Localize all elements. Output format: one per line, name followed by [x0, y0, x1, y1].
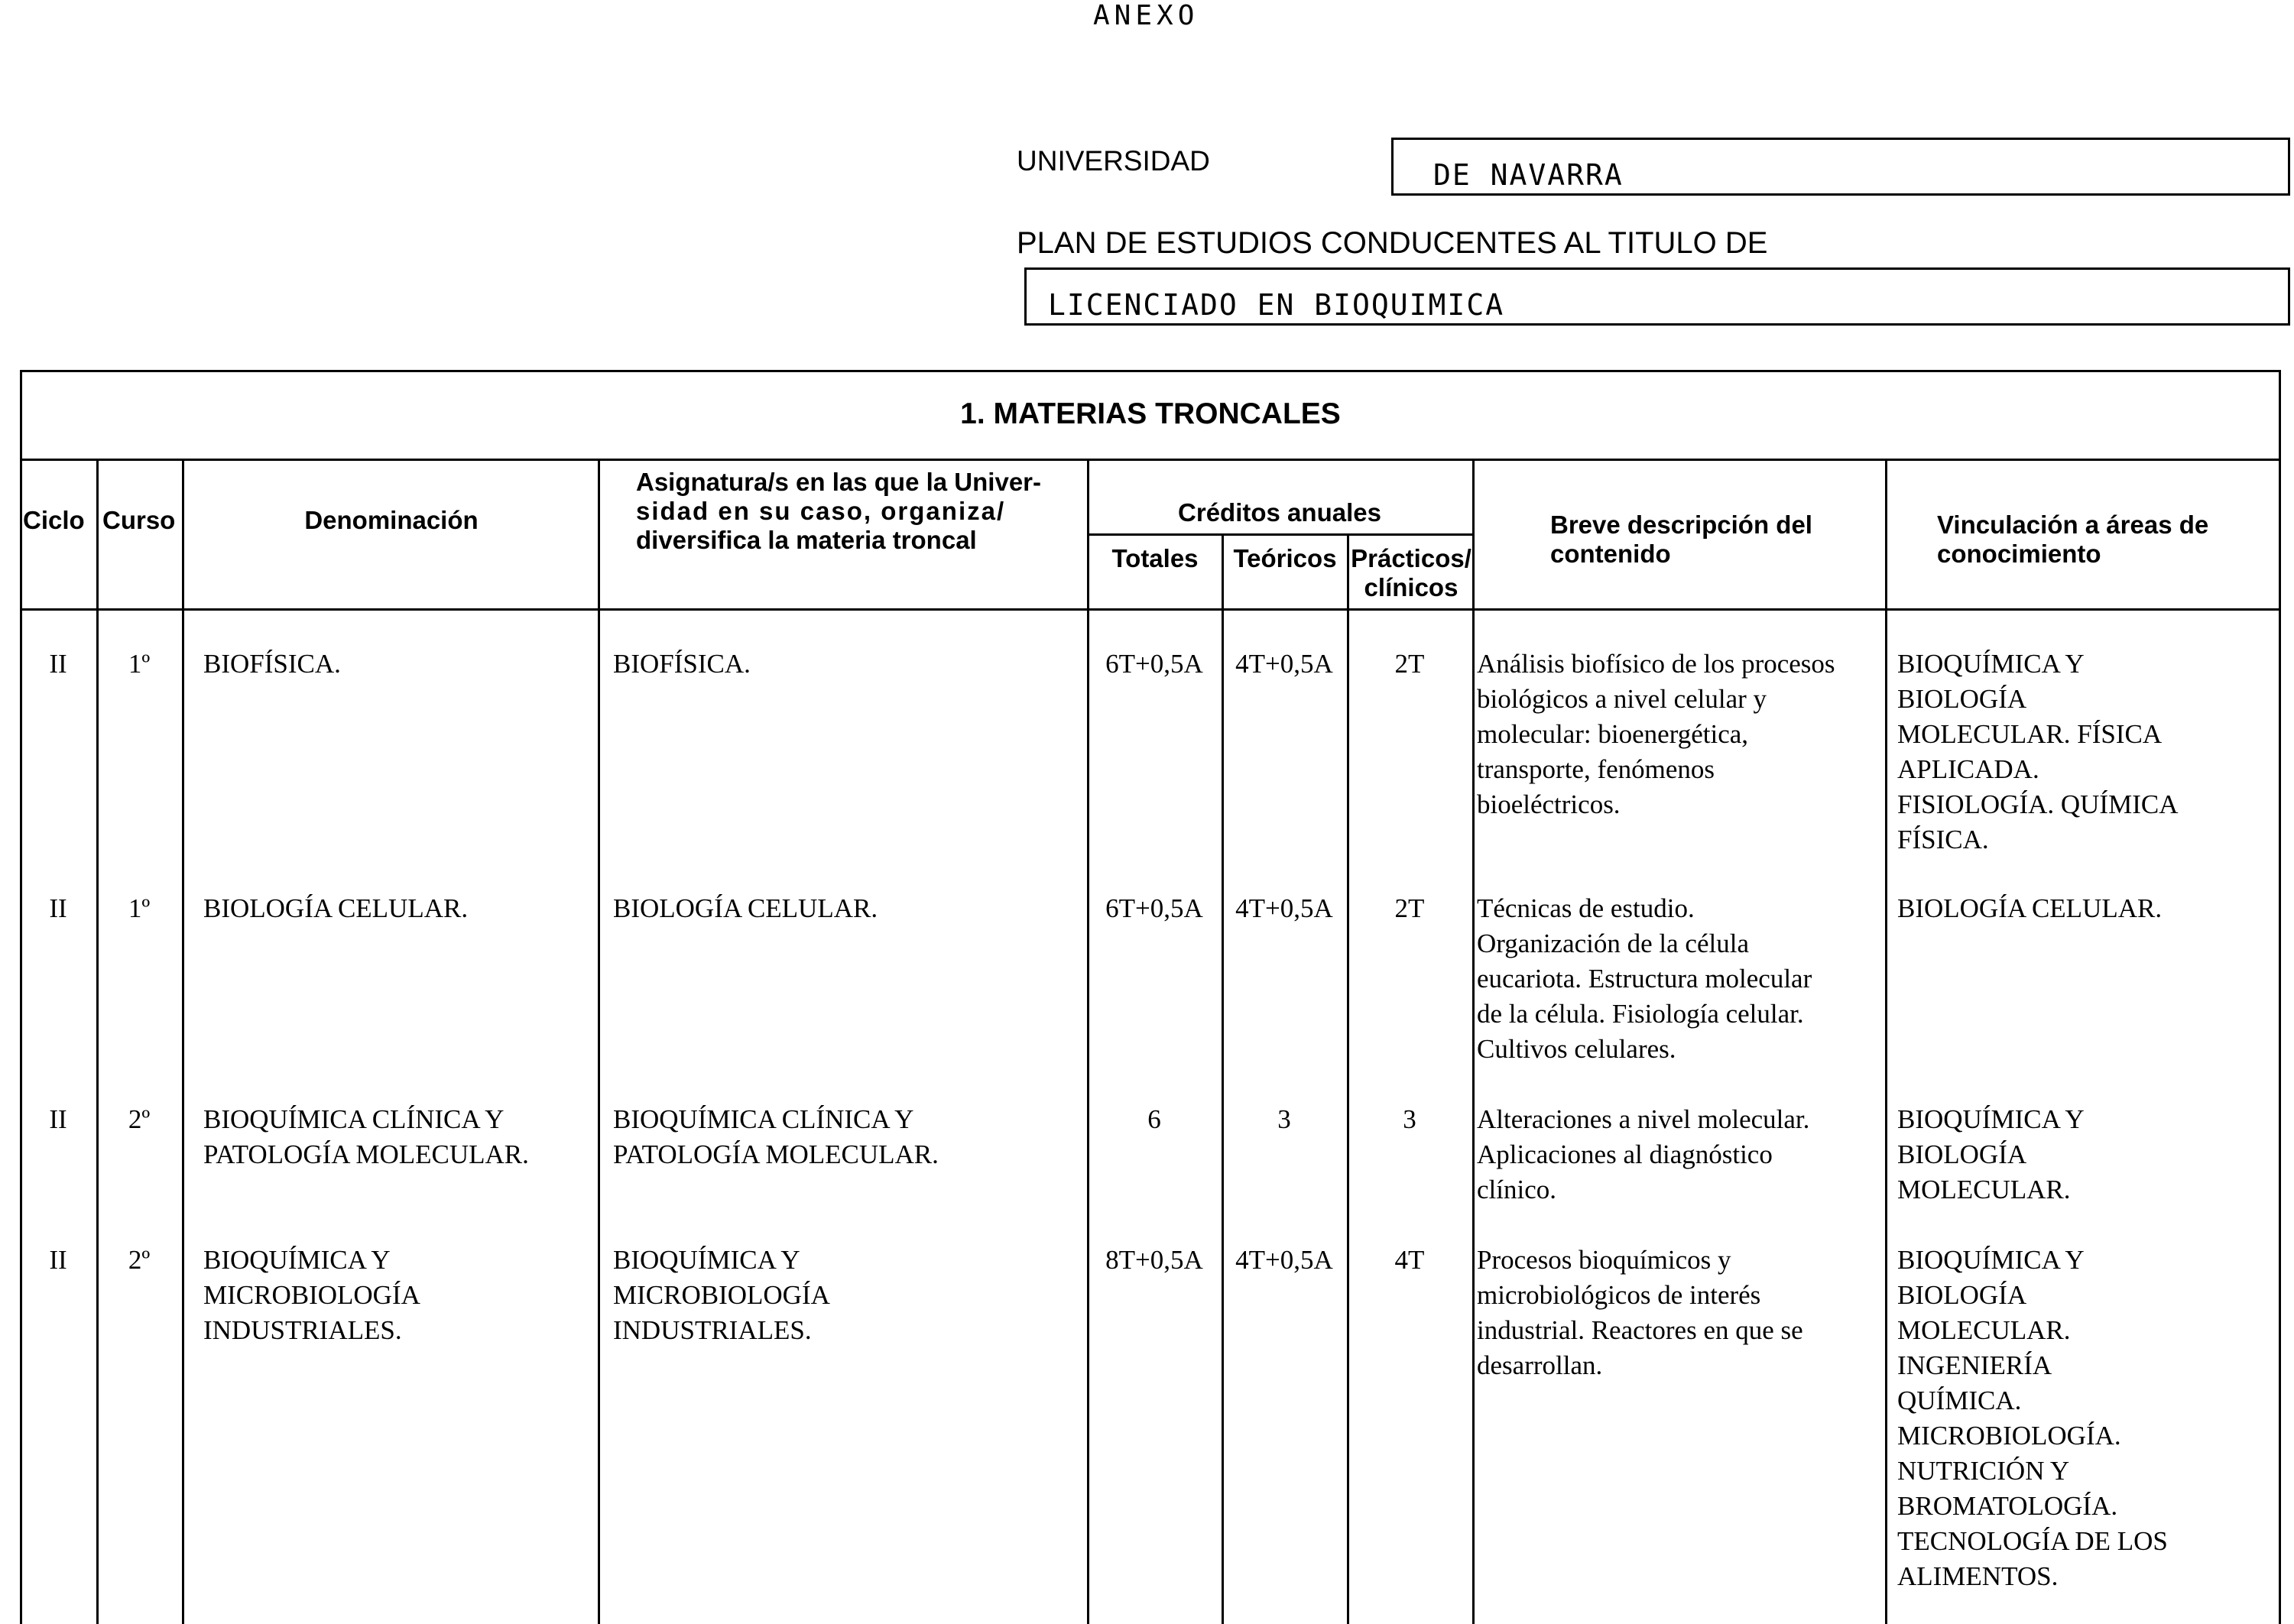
- cell-vinculacion: [1897, 1243, 2168, 1594]
- study-plan-label: PLAN DE ESTUDIOS CONDUCENTES AL TITULO DE: [1017, 226, 1768, 260]
- cell-denominacion: [203, 1102, 529, 1172]
- cell-asignatura: BIOFÍSICA.: [613, 649, 751, 679]
- text-line: Aplicaciones al diagnóstico: [1477, 1139, 1773, 1169]
- text-line: FÍSICA.: [1897, 825, 1989, 854]
- text-line: Organización de la célula: [1477, 929, 1749, 958]
- cell-denominacion: BIOFÍSICA.: [203, 649, 341, 679]
- text-line: ALIMENTOS.: [1897, 1561, 2059, 1591]
- text-line: MICROBIOLOGÍA.: [1897, 1421, 2121, 1451]
- header-asignaturas-line-3: diversifica la materia troncal: [636, 526, 977, 554]
- text-line: BIOLOGÍA: [1897, 1280, 2027, 1310]
- cell-totales: 6T+0,5A: [1105, 649, 1203, 679]
- header-practicos-line-1: Prácticos/: [1351, 544, 1471, 572]
- text-line: microbiológicos de interés: [1477, 1280, 1761, 1310]
- text-line: PATOLOGÍA MOLECULAR.: [203, 1139, 529, 1169]
- cell-totales: 6T+0,5A: [1105, 893, 1203, 923]
- cell-teoricos: 4T+0,5A: [1235, 893, 1333, 923]
- col-line-5: [1222, 533, 1224, 1624]
- header-vinculacion-line-2: conocimiento: [1937, 540, 2101, 568]
- header-asignaturas-line-1: Asignatura/s en las que la Univer-: [636, 468, 1041, 496]
- text-line: BIOQUÍMICA CLÍNICA Y: [613, 1104, 914, 1134]
- text-line: QUÍMICA.: [1897, 1386, 2022, 1415]
- cell-denominacion: BIOLOGÍA CELULAR.: [203, 893, 469, 923]
- text-line: MOLECULAR.: [1897, 1175, 2071, 1204]
- text-line: Análisis biofísico de los procesos: [1477, 649, 1835, 679]
- text-line: desarrollan.: [1477, 1350, 1603, 1380]
- cell-practicos: 2T: [1394, 649, 1425, 679]
- header-descripcion-line-1: Breve descripción del: [1550, 511, 1812, 539]
- text-line: bioeléctricos.: [1477, 789, 1621, 819]
- degree-title-field: LICENCIADO EN BIOQUIMICA: [1024, 267, 2290, 326]
- text-line: de la célula. Fisiología celular.: [1477, 999, 1804, 1029]
- text-line: Cultivos celulares.: [1477, 1034, 1676, 1064]
- col-line-1: [96, 459, 99, 1624]
- cell-teoricos: 3: [1277, 1104, 1291, 1134]
- text-line: Técnicas de estudio.: [1477, 893, 1695, 923]
- text-line: TECNOLOGÍA DE LOS: [1897, 1526, 2168, 1556]
- text-line: MOLECULAR. FÍSICA: [1897, 719, 2163, 749]
- text-line: APLICADA.: [1897, 754, 2039, 784]
- text-line: Alteraciones a nivel molecular.: [1477, 1104, 1810, 1134]
- cell-ciclo: II: [49, 1245, 67, 1275]
- text-line: biológicos a nivel celular y: [1477, 684, 1767, 714]
- table-border-right: [2279, 370, 2281, 1624]
- university-label: UNIVERSIDAD: [1017, 145, 1210, 177]
- cell-vinculacion: [1897, 1102, 2085, 1207]
- cell-practicos: 2T: [1394, 893, 1425, 923]
- text-line: BIOLOGÍA: [1897, 684, 2027, 714]
- text-line: INDUSTRIALES.: [613, 1315, 812, 1345]
- annex-title: ANEXO: [1093, 0, 1199, 31]
- text-line: clínico.: [1477, 1175, 1556, 1204]
- cell-descripcion: [1477, 1243, 1803, 1383]
- cell-curso: 1º: [128, 893, 151, 923]
- text-line: INDUSTRIALES.: [203, 1315, 402, 1345]
- text-line: BIOLOGÍA: [1897, 1139, 2027, 1169]
- col-line-6: [1347, 533, 1349, 1624]
- text-line: FISIOLOGÍA. QUÍMICA: [1897, 789, 2179, 819]
- header-ciclo: Ciclo: [23, 506, 85, 534]
- table-border-left: [20, 370, 22, 1624]
- cell-ciclo: II: [49, 649, 67, 679]
- cell-asignatura: [613, 1102, 939, 1172]
- text-line: BIOQUÍMICA CLÍNICA Y: [203, 1104, 505, 1134]
- col-line-3: [598, 459, 600, 1624]
- col-line-4: [1087, 459, 1089, 1624]
- text-line: BIOLOGÍA CELULAR.: [1897, 893, 2163, 923]
- col-line-2: [182, 459, 184, 1624]
- cell-teoricos: 4T+0,5A: [1235, 649, 1333, 679]
- section-title: 1. MATERIAS TRONCALES: [960, 397, 1341, 430]
- cell-curso: 1º: [128, 649, 151, 679]
- header-descripcion-line-2: contenido: [1550, 540, 1671, 568]
- text-line: BIOQUÍMICA Y: [1897, 1245, 2085, 1275]
- cell-vinculacion: [1897, 647, 2178, 857]
- cell-practicos: 4T: [1394, 1245, 1425, 1275]
- text-line: MICROBIOLOGÍA: [613, 1280, 830, 1310]
- university-field: DE NAVARRA: [1391, 138, 2290, 196]
- text-line: BIOQUÍMICA Y: [613, 1245, 800, 1275]
- cell-descripcion: [1477, 891, 1812, 1067]
- text-line: NUTRICIÓN Y: [1897, 1456, 2070, 1486]
- cell-teoricos: 4T+0,5A: [1235, 1245, 1333, 1275]
- cell-descripcion: [1477, 1102, 1809, 1207]
- header-curso: Curso: [102, 506, 176, 534]
- cell-totales: 8T+0,5A: [1105, 1245, 1203, 1275]
- cell-totales: 6: [1147, 1104, 1161, 1134]
- text-line: eucariota. Estructura molecular: [1477, 964, 1812, 994]
- text-line: transporte, fenómenos: [1477, 754, 1715, 784]
- header-practicos-line-2: clínicos: [1364, 573, 1458, 601]
- header-totales: Totales: [1111, 544, 1199, 572]
- text-line: industrial. Reactores en que se: [1477, 1315, 1803, 1345]
- col-line-7: [1472, 459, 1475, 1624]
- header-vinculacion-line-1: Vinculación a áreas de: [1937, 511, 2209, 539]
- cell-curso: 2º: [128, 1104, 151, 1134]
- text-line: BIOQUÍMICA Y: [1897, 1104, 2085, 1134]
- cell-ciclo: II: [49, 893, 67, 923]
- cell-denominacion: [203, 1243, 420, 1348]
- text-line: BIOQUÍMICA Y: [1897, 649, 2085, 679]
- text-line: MOLECULAR.: [1897, 1315, 2071, 1345]
- cell-ciclo: II: [49, 1104, 67, 1134]
- cell-asignatura: [613, 1243, 830, 1348]
- header-separator: [20, 608, 2281, 611]
- cell-vinculacion: [1897, 891, 2162, 926]
- text-line: INGENIERÍA: [1897, 1350, 2052, 1380]
- subjects-table: [20, 370, 2281, 1624]
- cell-descripcion: [1477, 647, 1835, 822]
- col-line-8: [1885, 459, 1887, 1624]
- text-line: molecular: bioenergética,: [1477, 719, 1749, 749]
- text-line: BIOQUÍMICA Y: [203, 1245, 391, 1275]
- text-line: MICROBIOLOGÍA: [203, 1280, 420, 1310]
- header-creditos: Créditos anuales: [1178, 498, 1381, 527]
- text-line: BROMATOLOGÍA.: [1897, 1491, 2118, 1521]
- header-asignaturas-line-2: sidad en su caso, organiza/: [636, 497, 1006, 525]
- text-line: PATOLOGÍA MOLECULAR.: [613, 1139, 939, 1169]
- cell-practicos: 3: [1403, 1104, 1416, 1134]
- text-line: Procesos bioquímicos y: [1477, 1245, 1731, 1275]
- table-border-top: [20, 370, 2281, 372]
- header-teoricos: Teóricos: [1233, 544, 1337, 572]
- header-denominacion: Denominación: [304, 506, 479, 534]
- cell-curso: 2º: [128, 1245, 151, 1275]
- section-separator: [20, 459, 2281, 461]
- cell-asignatura: BIOLOGÍA CELULAR.: [613, 893, 878, 923]
- credits-subheader-separator: [1087, 533, 1472, 536]
